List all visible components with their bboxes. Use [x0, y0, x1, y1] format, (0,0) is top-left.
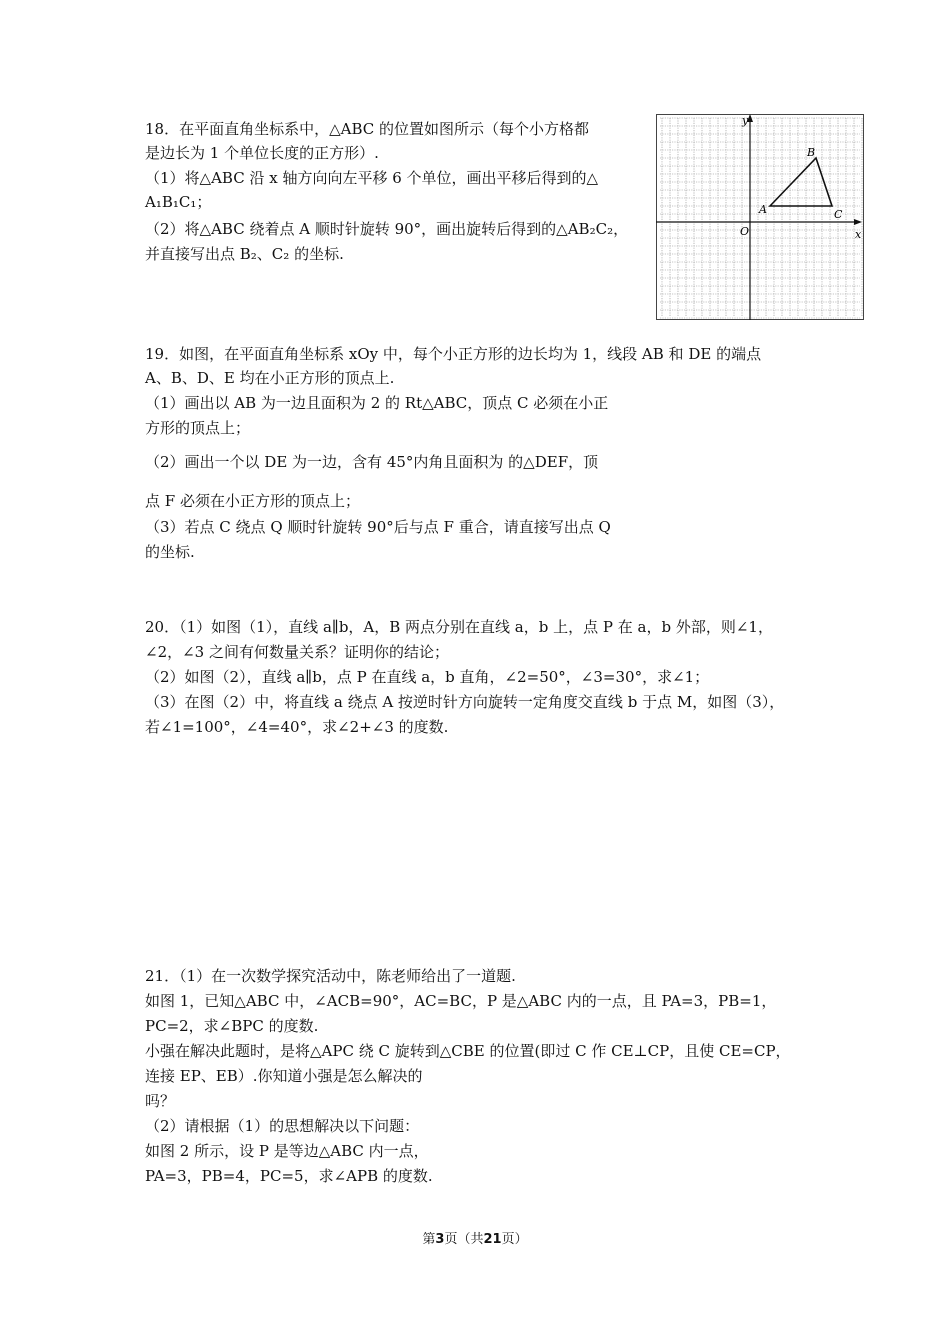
q21-line-4: 小强在解决此题时，是将△APC 绕 C 旋转到△CBE 的位置(即过 C 作 CE⊥CP，且使 CE=CP，	[145, 1042, 791, 1060]
axis-label-x: x	[855, 228, 862, 241]
q19-line-1: 19．如图，在平面直角坐标系 xOy 中，每个小正方形的边长均为 1，线段 AB 和 DE 的端点	[145, 345, 762, 363]
q19-line-8: 的坐标.	[145, 543, 195, 561]
q18-line-4: A₁B₁C₁；	[145, 193, 212, 211]
footer-suffix: 页）	[501, 1232, 528, 1247]
q21-line-9: PA=3，PB=4，PC=5，求∠APB 的度数.	[145, 1167, 433, 1185]
page-footer	[0, 1228, 950, 1247]
footer-page-number: 3	[435, 1232, 445, 1247]
q21-line-3: PC=2，求∠BPC 的度数.	[145, 1017, 319, 1035]
q21-line-2: 如图 1，已知△ABC 中，∠ACB=90°，AC=BC，P 是△ABC 内的一点，且 PA=3，PB=1，	[145, 992, 777, 1010]
q19-line-3: （1）画出以 AB 为一边且面积为 2 的 Rt△ABC，顶点 C 必须在小正	[145, 394, 609, 412]
q21-line-7: （2）请根据（1）的思想解决以下问题：	[145, 1117, 420, 1135]
q20-line-5: 若∠1=100°，∠4=40°，求∠2+∠3 的度数.	[145, 718, 449, 736]
vertex-label-b: B	[807, 146, 816, 159]
q21-line-5: 连接 EP、EB）.你知道小强是怎么解决的	[145, 1067, 423, 1085]
q20-line-4: （3）在图（2）中，将直线 a 绕点 A 按逆时针方向旋转一定角度交直线 b 于点 M，如图（3），	[145, 693, 785, 711]
q19-line-5: （2）画出一个以 DE 为一边，含有 45°内角且面积为 的△DEF，顶	[145, 453, 599, 471]
q18-line-5: （2）将△ABC 绕着点 A 顺时针旋转 90°，画出旋转后得到的△AB₂C₂，	[145, 220, 629, 238]
q18-line-1: 18．在平面直角坐标系中，△ABC 的位置如图所示（每个小方格都	[145, 120, 590, 138]
vertex-label-c: C	[834, 208, 843, 221]
footer-total-pages: 21	[483, 1232, 502, 1247]
q19-line-4: 方形的顶点上；	[145, 419, 251, 437]
q20-line-3: （2）如图（2），直线 a∥b，点 P 在直线 a，b 直角，∠2=50°，∠3=30°，求∠1；	[145, 668, 710, 686]
coordinate-grid-figure	[656, 114, 864, 320]
q18-line-6: 并直接写出点 B₂、C₂ 的坐标.	[145, 245, 344, 263]
q19-line-7: （3）若点 C 绕点 Q 顺时针旋转 90°后与点 F 重合，请直接写出点 Q	[145, 518, 611, 536]
q21-line-1: 21．（1）在一次数学探究活动中，陈老师给出了一道题.	[145, 967, 516, 985]
q21-line-8: 如图 2 所示，设 P 是等边△ABC 内一点，	[145, 1142, 429, 1160]
q21-line-6: 吗？	[145, 1092, 176, 1110]
footer-prefix: 第	[422, 1232, 436, 1247]
q18-line-3: （1）将△ABC 沿 x 轴方向向左平移 6 个单位，画出平移后得到的△	[145, 169, 599, 187]
q19-line-6: 点 F 必须在小正方形的顶点上；	[145, 492, 360, 510]
origin-label: O	[740, 225, 750, 238]
q18-line-2: 是边长为 1 个单位长度的正方形）.	[145, 144, 379, 162]
vertex-label-a: A	[759, 203, 767, 216]
q20-line-2: ∠2，∠3 之间有何数量关系？证明你的结论；	[145, 643, 449, 661]
q19-line-2: A、B、D、E 均在小正方形的顶点上.	[145, 369, 395, 387]
axis-label-y: y	[742, 114, 749, 127]
q20-line-1: 20．（1）如图（1），直线 a∥b，A，B 两点分别在直线 a，b 上，点 P 在 a，b 外部，则∠1，	[145, 618, 773, 636]
footer-middle: 页（共	[444, 1232, 484, 1247]
